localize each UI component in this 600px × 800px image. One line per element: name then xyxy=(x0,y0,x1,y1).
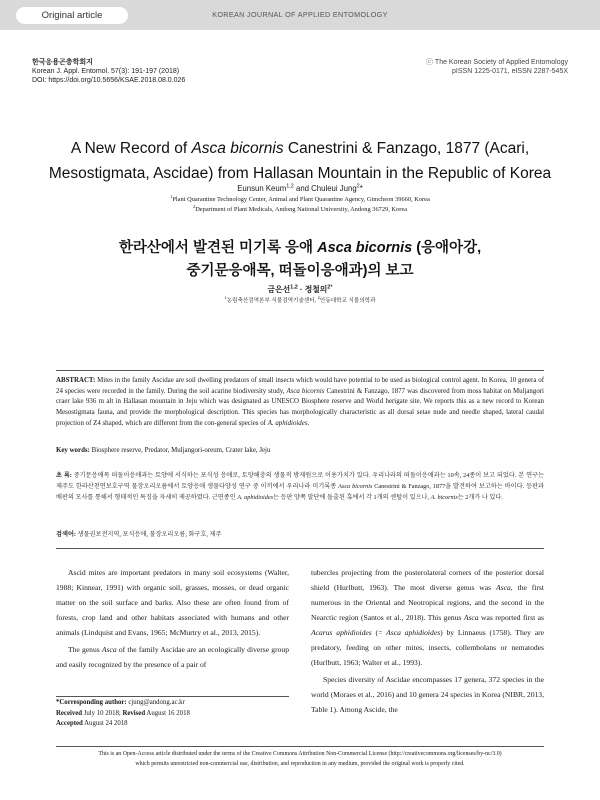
journal-korean-name: 한국응용곤충학회지 xyxy=(32,59,93,66)
abstract-top-rule xyxy=(56,370,544,371)
journal-info xyxy=(32,58,185,85)
body-right-column xyxy=(311,565,544,717)
body-paragraph: Species diversity of Ascidae encompasses 17 genera, 372 species in the world (Moraes et al., 2016) and 10 genera 24 species in Korea (NIBR, 2013, Table 1). Among Ascide, the xyxy=(311,675,544,714)
footnote-rule xyxy=(56,696,289,697)
author-2[interactable]: Chuleui Jung xyxy=(311,184,357,193)
authors-korean: 금은선$^{1,2}$ · 정철의$^{2*}$ xyxy=(267,284,333,294)
citation: Korean J. Appl. Entomol. 57(3): 191-197 (2018) xyxy=(32,68,180,75)
issn: pISSN 1225-0171, eISSN 2287-545X xyxy=(452,68,568,75)
license-notice xyxy=(56,746,544,769)
abstract-english: ABSTRACT: Mites in the family Ascidae are soil dwelling predators of small insects which would have potential to be used as biological control agent. In Korea, 10 genera of 24 species were recorded in the family. During the soil acarine biodiversity study, Asca bicornis Canestrini & Fanzago, 1877 was discovered from moss habitat on Muljangori craer lake 936 m alt in Hallasan mountain in Jeju which was designated as UNESCO Biosphere reserve and World herigate site. We reports this as a new record to Korean Mesostigmata fauna, and provide the morphological description. This species has morphologically characteristic as all dorsal setae nude and needle shaped, lateral caudal projection of Z4 shaped, which are different from the con-general species of A. aphidioides. xyxy=(56,377,544,427)
abstract-korean: 초 록: 중기문응애목 떠돌이응애과는 토양에 서식하는 포식성 응애로, 토양해충의 생물적 방제원으로 이용가치가 있다. 우리나라의 떠돌이응애과는 10속, 24종이 보고 되었다. 본 연구는 제주도 한라산천연보호구역 물장오리오름에서 토양응애 생물다양성 연구 중 이끼에서 우리나라 미기록종 Asca bicornis Canestrini & Fanzago, 1877을 발견하여 보고하는 바이다. 등판과 배판의 모사를 통해서 형태적인 특징을 자세히 제공하였다. 근연종인 A. aphidioides는 등판 양쪽 말단에 돌출된 혹에서 각 1개의 센털이 있으나, A. bicornis는 2개가 나 있다. xyxy=(56,472,544,501)
body-paragraph: The genus Asca of the family Ascidae are an ecologically diverse group and easily recognized by the presence of a pair of xyxy=(56,645,289,669)
authors-english: Eunsun Keum$^{1,2}$ and Chuleui Jung$^2$* xyxy=(237,183,363,193)
corresponding-email[interactable]: cjung@andong.ac.kr xyxy=(126,699,185,706)
article-type-tag: Original article xyxy=(16,7,128,24)
title-english: A New Record of Asca bicornis Canestrini & Fanzago, 1877 (Acari, Mesostigmata, Ascidae) from Hallasan Mountain in the Republic of Korea xyxy=(48,140,552,182)
body-paragraph: tubercles projecting from the posterolateral corners of the posterior dorsal shield (Hurlbutt, 1963). The most diverse genus was Asca, the first numerous in the Oriental and Neotropical regions, and the second in the Nearctic region (Santos et al., 2018). This genus Asca was reported first as Acarus aphidioides (= Asca aphidioides) by Linnaeus (1758). They are predatory, feeding on other mites, insects, collembolans or nematodes (Hurlbutt, 1963; Walter et al., 1993). xyxy=(311,568,544,667)
body-paragraph: Ascid mites are important predators in many soil ecosystems (Walter, 1988; Kinnear, 1991) with organic soil, grasses, mosses, or dead organic matter on the soil surface and barks. Also these are often found from of forests, crop land and other habitats associated with humans and other animals (Lindquist and Evans, 1965; McMurtry et al., 2013, 2015). xyxy=(56,568,289,637)
affiliations-english: $^1$Plant Quarantine Technology Center, Animal and Plant Quarantine Agency, Gimcheon 39660, Korea $^2$Department of Plant Medicals, Andong National University, Andong 36729, Korea xyxy=(170,193,430,213)
author-1[interactable]: Eunsun Keum xyxy=(237,184,287,193)
keywords-korean: 검색어: 생물권보전지역, 포식응애, 물장오리오름, 화구호, 제주 xyxy=(56,531,222,538)
copyright-info xyxy=(426,58,568,76)
affiliations-korean: $^1$농림축산검역본부 식물검역기술센터, $^2$안동대학교 식물의학과 xyxy=(224,295,376,304)
body-left-column xyxy=(56,565,289,672)
copyright: ⓒ The Korean Society of Applied Entomology xyxy=(426,59,568,66)
title-korean: 한라산에서 발견된 미기록 응애 Asca bicornis (응애아강, 중기문응애목, 떠돌이응애과)의 보고 xyxy=(118,240,482,279)
keywords-english: Key words: Biosphere reserve, Predator, Muljangori-oreum, Crater lake, Jeju xyxy=(56,447,271,454)
abstract-bottom-rule xyxy=(56,548,544,549)
journal-banner: KOREAN JOURNAL OF APPLIED ENTOMOLOGY xyxy=(212,10,388,19)
license-line: This is an Open-Access article distributed under the terms of the Creative Commons Attribution Non-Commercial License (http://creativecommons.org/licenses/by-nc/3.0) xyxy=(98,751,502,757)
doi-link[interactable]: DOI: https://doi.org/10.5656/KSAE.2018.08.0.026 xyxy=(32,77,186,84)
correspondence-block: *Corresponding author: cjung@andong.ac.kr Received July 10 2018; Revised August 16 2018 Accepted August 24 2018 xyxy=(56,699,190,727)
title-species: Asca bicornis xyxy=(191,140,284,157)
title-korean-species: Asca bicornis xyxy=(317,240,413,256)
license-line: which permits unrestricted non-commercial use, distribution, and reproduction in any medium, provided the original work is properly cited. xyxy=(135,760,465,767)
